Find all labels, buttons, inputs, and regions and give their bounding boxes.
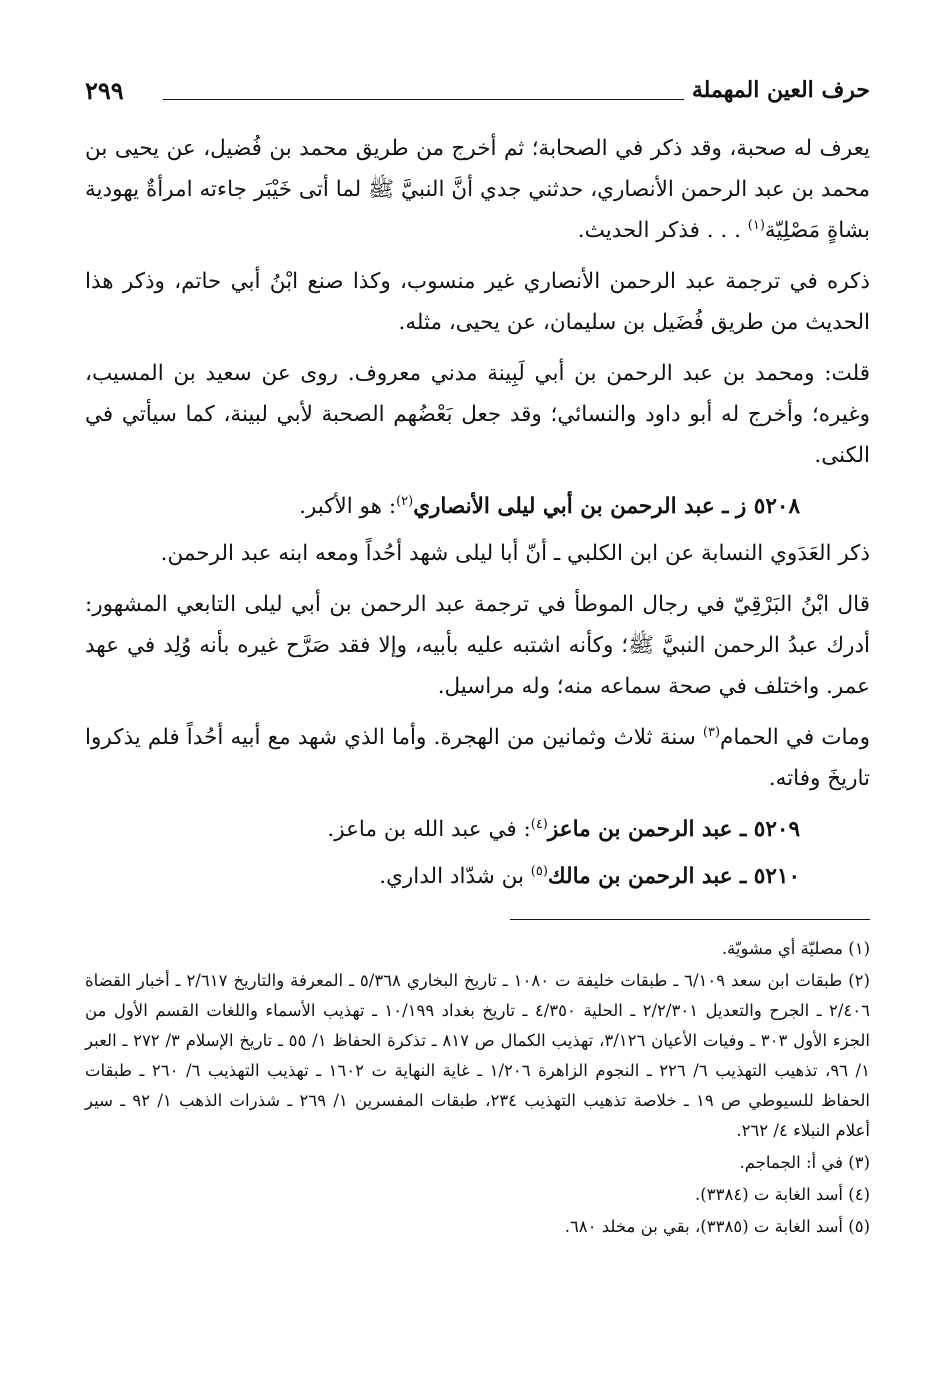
footnote-ref: (٢): [396, 493, 414, 509]
footnote-3: (٣) في أ: الجماجم.: [739, 1153, 870, 1172]
paragraph-3: قلت: ومحمد بن عبد الرحمن بن أبي لَبِينة مدني معروف. روى عن سعيد بن المسيب، وغيره؛ وأخرج له أبو داود والنسائي؛ وقد جعل بَعْضُهم الصحبة لأبي لبينة، كما سيأتي في الكنى.: [85, 361, 870, 468]
entry-5209: ٥٢٠٩ ـ عبد الرحمن بن ماعز$^{(٤)}$: في عبد الله بن ماعز.: [327, 816, 800, 842]
chapter-title: حرف العين المهملة: [684, 77, 870, 103]
page-number: ٢٩٩: [85, 76, 132, 105]
paragraph-6: ومات في الحمام$^{(٣)}$ سنة ثلاث وثمانين من الهجرة. وأما الذي شهد مع أبيه أحُداً فلم يذكروا تاريخَ وفاته.: [85, 724, 870, 791]
footnote-ref: (٥): [530, 863, 548, 879]
entry-heading: ٥٢٠٩ ـ عبد الرحمن بن ماعز: [547, 817, 800, 842]
footnote-2: (٢) طبقات ابن سعد ٦/١٠٩ ـ طبقات خليفة ت ١٠٨٠ ـ تاريخ البخاري ٥/٣٦٨ ـ المعرفة والتاريخ ٢/٦١٧ ـ أخبار القضاة ٢/٤٠٦ ـ الجرح والتعديل ٢/٢/٣٠١ ـ الحلية ٤/٣٥٠ ـ تاريخ بغداد ١٠/١٩٩ ـ تهذيب الأسماء واللغات القسم الأول من الجزء الأول ٣٠٣ ـ وفيات الأعيان ٣/١٢٦، تهذيب الكمال ص ٨١٧ ـ تذكرة الحفاظ ١/ ٥٥ ـ تاريخ الإسلام ٣/ ٢٧٢ ـ العبر ١/ ٩٦، تذهيب التهذيب ٦/ ٢٢٦ ـ النجوم الزاهرة ١/٢٠٦ ـ غاية النهاية ت ١٦٠٢ ـ تهذيب التهذيب ٦/ ٢٦٠ ـ طبقات الحفاظ للسيوطي ص ١٩ ـ خلاصة تذهيب التهذيب ٢٣٤، طبقات المفسرين ١/ ٢٦٩ ـ شذرات الذهب ١/ ٩٢ ـ سير أعلام النبلاء ٤/ ٢٦٢.: [85, 971, 871, 1140]
paragraph-5: قال ابْنُ البَرْقِيّ في رجال الموطأ في ترجمة عبد الرحمن بن أبي ليلى التابعي المشهور: أدرك عبدُ الرحمن النبيَّ ﷺ؛ وكأنه اشتبه عليه بأبيه، وإلا فقد صَرَّح غيره بأنه وُلِد في عهد عمر. واختلف في صحة سماعه منه؛ وله مراسيل.: [85, 592, 870, 699]
entry-heading: ٥٢٠٨ ز ـ عبد الرحمن بن أبي ليلى الأنصاري: [413, 494, 800, 519]
footnote-4: (٤) أسد الغابة ت (٣٣٨٤).: [695, 1185, 870, 1204]
footnote-ref: (٤): [530, 816, 548, 832]
paragraph-1: يعرف له صحبة، وقد ذكر في الصحابة؛ ثم أخرج من طريق محمد بن فُضيل، عن يحيى بن محمد بن عبد الرحمن الأنصاري، حدثني جدي أنَّ النبيَّ ﷺ لما أتى خَيْبَر جاءته امرأةٌ يهودية بشاةٍ مَصْلِيّة$^{(١)}$ . . . فذكر الحديث.: [85, 136, 870, 243]
footnote-1: (١) مصليّة أي مشويّة.: [721, 939, 870, 958]
footnote-5: (٥) أسد الغابة ت (٣٣٨٥)، بقي بن مخلد ٦٨٠.: [564, 1217, 870, 1236]
paragraph-4: ذكر العَدَوي النسابة عن ابن الكلبي ـ أنّ أبا ليلى شهد أحُداً ومعه ابنه عبد الرحمن.: [160, 541, 870, 566]
entry-heading: ٥٢١٠ ـ عبد الرحمن بن مالك: [547, 864, 800, 889]
book-page: [85, 70, 870, 1370]
paragraph-2: ذكره في ترجمة عبد الرحمن الأنصاري غير منسوب، وكذا صنع ابْنُ أبي حاتم، وذكر هذا الحديث من طريق فُضَيل بن سليمان، عن يحيى، مثله.: [85, 269, 870, 335]
entry-5208: ٥٢٠٨ ز ـ عبد الرحمن بن أبي ليلى الأنصاري$^{(٢)}$: هو الأكبر.: [299, 493, 800, 519]
footnote-ref: (١): [747, 217, 765, 233]
main-text: [85, 128, 870, 897]
footnote-separator: [510, 919, 870, 920]
header-rule: [163, 99, 700, 100]
running-header: [85, 70, 870, 110]
entry-5210: ٥٢١٠ ـ عبد الرحمن بن مالك$^{(٥)}$ بن شدّاد الداري.: [379, 863, 800, 889]
footnotes: [85, 934, 870, 1242]
footnote-ref: (٣): [702, 724, 721, 740]
